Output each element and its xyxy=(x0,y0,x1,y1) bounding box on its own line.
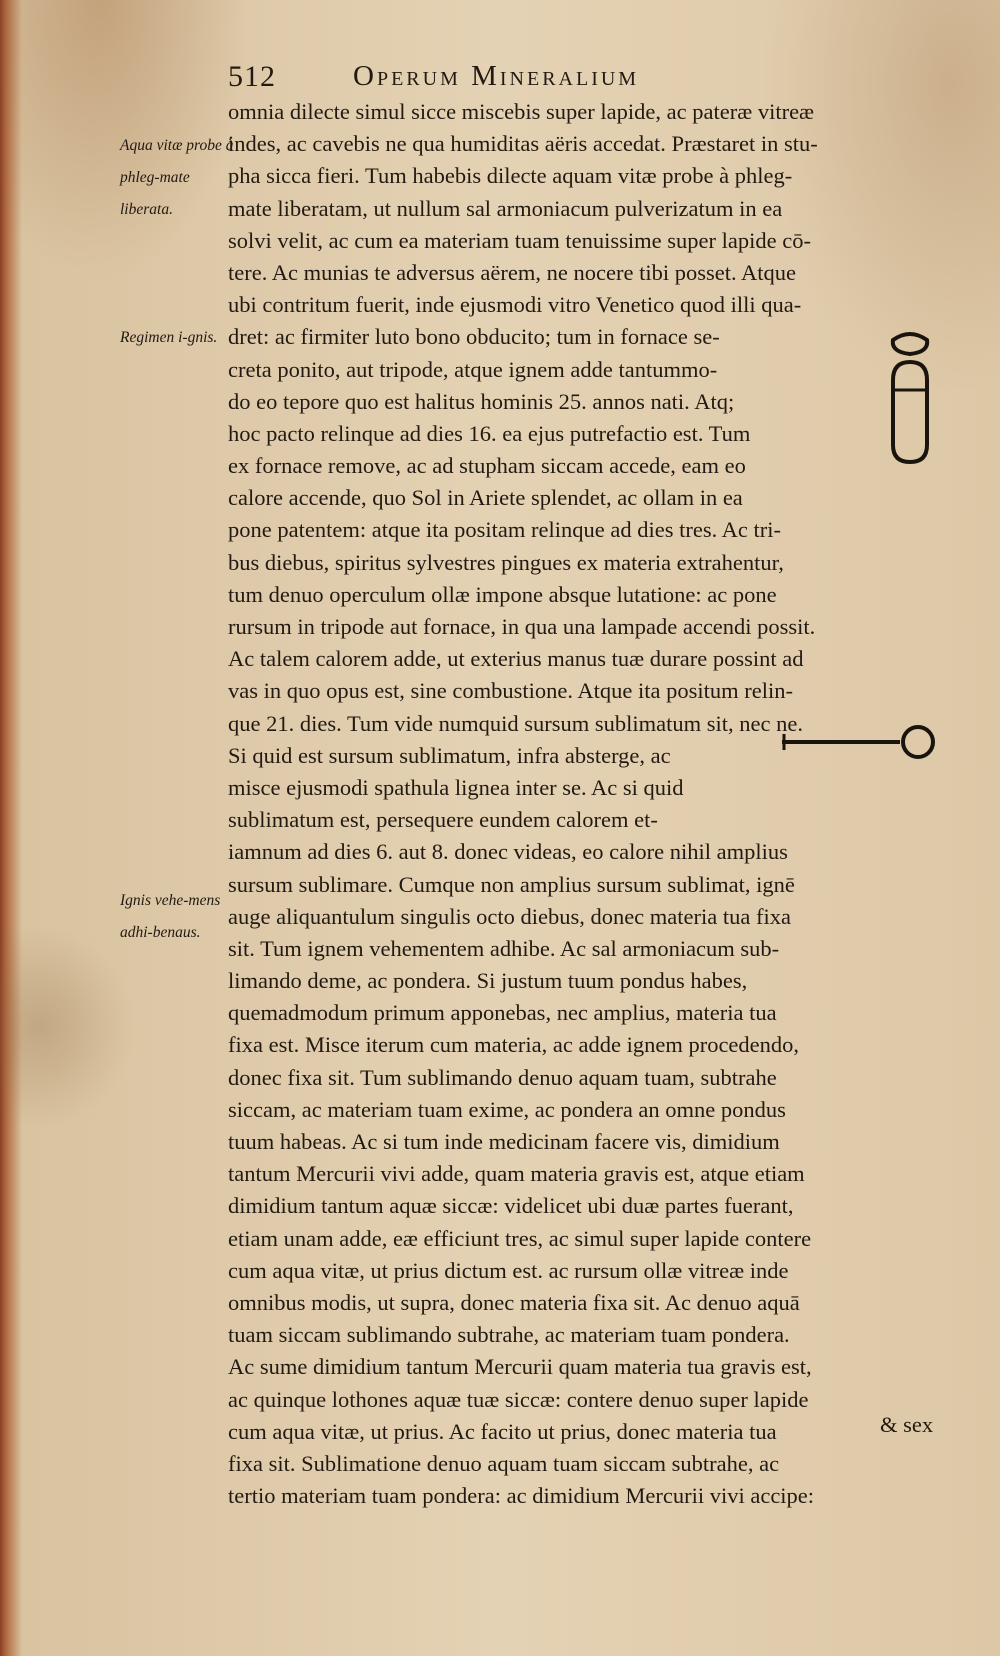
catchword: & sex xyxy=(880,1412,934,1437)
text-line: cum aqua vitæ, ut prius dictum est. ac rursum ollæ vitreæ inde xyxy=(228,1257,789,1283)
text-line: tertio materiam tuam pondera: ac dimidium Mercurii vivi accipe: xyxy=(228,1483,815,1509)
margin-note-regimen-ignis: Regimen i-gnis. xyxy=(120,329,218,346)
text-line: Si quid est sursum sublimatum, infra absterge, ac xyxy=(228,742,671,768)
text-line: sursum sublimare. Cumque non amplius sursum sublimat, ignē xyxy=(228,871,795,897)
text-line: tuum habeas. Ac si tum inde medicinam facere vis, dimidium xyxy=(228,1129,780,1154)
text-line: indes, ac cavebis ne qua humiditas aëris accedat. Præstaret in stu- xyxy=(228,131,818,157)
text-line: omnibus modis, ut supra, donec materia fixa sit. Ac denuo aquā xyxy=(228,1289,800,1315)
text-line: ex fornace remove, ac ad stupham siccam accede, eam eo xyxy=(228,453,746,479)
text-line: dret: ac firmiter luto bono obducito; tum in fornace se- xyxy=(228,324,720,350)
text-line: tere. Ac munias te adversus aërem, ne nocere tibi posset. Atque xyxy=(228,259,796,285)
page-header xyxy=(228,60,928,100)
text-line: cum aqua vitæ, ut prius. Ac facito ut prius, donec materia tua xyxy=(228,1418,777,1444)
text-line: pone patentem: atque ita positam relinque ad dies tres. Ac tri- xyxy=(228,517,781,543)
text-line: solvi velit, ac cum ea materiam tuam tenuissime super lapide cō- xyxy=(228,227,811,253)
text-line: do eo tepore quo est halitus hominis 25. annos nati. Atq; xyxy=(228,388,735,414)
running-title: Operum Mineralium xyxy=(353,60,640,92)
text-line: ubi contritum fuerit, inde ejusmodi vitro Venetico quod illi qua- xyxy=(228,292,802,318)
text-line: tum denuo operculum ollæ impone absque lutatione: ac pone xyxy=(228,581,777,607)
text-line: que 21. dies. Tum vide numquid sursum sublimatum sit, nec ne. xyxy=(228,710,803,736)
text-line: bus diebus, spiritus sylvestres pingues ex materia extrahentur, xyxy=(228,549,784,575)
text-line: siccam, ac materiam tuam exime, ac pondera an omne pondus xyxy=(228,1096,786,1122)
text-line: vas in quo opus est, sine combustione. Atque ita positum relin- xyxy=(228,678,793,704)
text-line: limando deme, ac pondera. Si justum tuum pondus habes, xyxy=(228,968,748,994)
text-line: auge aliquantulum singulis octo diebus, donec materia tua fixa xyxy=(228,903,791,929)
text-line: fixa sit. Sublimatione denuo aquam tuam siccam subtrahe, ac xyxy=(228,1450,780,1476)
text-line: sublimatum est, persequere eundem calorem et- xyxy=(228,807,658,833)
text-line: tantum Mercurii vivi adde, quam materia gravis est, atque etiam xyxy=(228,1161,805,1187)
text-line: mate liberatam, ut nullum sal armoniacum pulverizatum in ea xyxy=(228,195,783,221)
text-line: etiam unam adde, eæ efficiunt tres, ac simul super lapide contere xyxy=(228,1225,812,1251)
spatula-illustration xyxy=(780,722,940,762)
text-line: Ac talem calorem adde, ut exterius manus tuæ durare possint ad xyxy=(228,646,804,672)
text-line: ac quinque lothones aquæ tuæ siccæ: contere denuo super lapide xyxy=(228,1386,809,1412)
text-line: dimidium tantum aquæ siccæ: videlicet ubi duæ partes fuerant, xyxy=(228,1193,794,1219)
text-line: misce ejusmodi spathula lignea inter se. Ac si quid xyxy=(228,774,684,800)
text-line: calore accende, quo Sol in Ariete splendet, ac ollam in ea xyxy=(228,485,743,511)
text-line: iamnum ad dies 6. aut 8. donec videas, eo calore nihil amplius xyxy=(228,839,788,865)
text-line: rursum in tripode aut fornace, in qua una lampade accendi possit. xyxy=(228,614,816,639)
flask-illustration xyxy=(885,330,935,470)
text-line: hoc pacto relinque ad dies 16. ea ejus putrefactio est. Tum xyxy=(228,420,751,446)
text-line: creta ponito, aut tripode, atque ignem adde tantummo- xyxy=(228,356,718,382)
text-line: sit. Tum ignem vehementem adhibe. Ac sal armoniacum sub- xyxy=(228,935,780,961)
body-text xyxy=(228,96,940,1512)
margin-note-ignis-vehemens: Ignis vehe-mens adhi-benaus. xyxy=(120,892,221,941)
margin-note-aqua-vitae: Aqua vitæ probe à phleg-mate liberata. xyxy=(120,137,234,218)
text-line: quemadmodum primum apponebas, nec amplius, materia tua xyxy=(228,1000,777,1026)
text-line: fixa est. Misce iterum cum materia, ac adde ignem procedendo, xyxy=(228,1032,800,1058)
page-number: 512 xyxy=(228,60,276,93)
text-line: donec fixa sit. Tum sublimando denuo aquam tuam, subtrahe xyxy=(228,1064,777,1090)
text-line: omnia dilecte simul sicce miscebis super lapide, ac pateræ vitreæ xyxy=(228,99,815,124)
text-line: Ac sume dimidium tantum Mercurii quam materia tua gravis est, xyxy=(228,1354,812,1380)
text-line: tuam siccam sublimando subtrahe, ac materiam tuam pondera. xyxy=(228,1322,790,1348)
text-line: pha sicca fieri. Tum habebis dilecte aquam vitæ probe à phleg- xyxy=(228,163,793,189)
